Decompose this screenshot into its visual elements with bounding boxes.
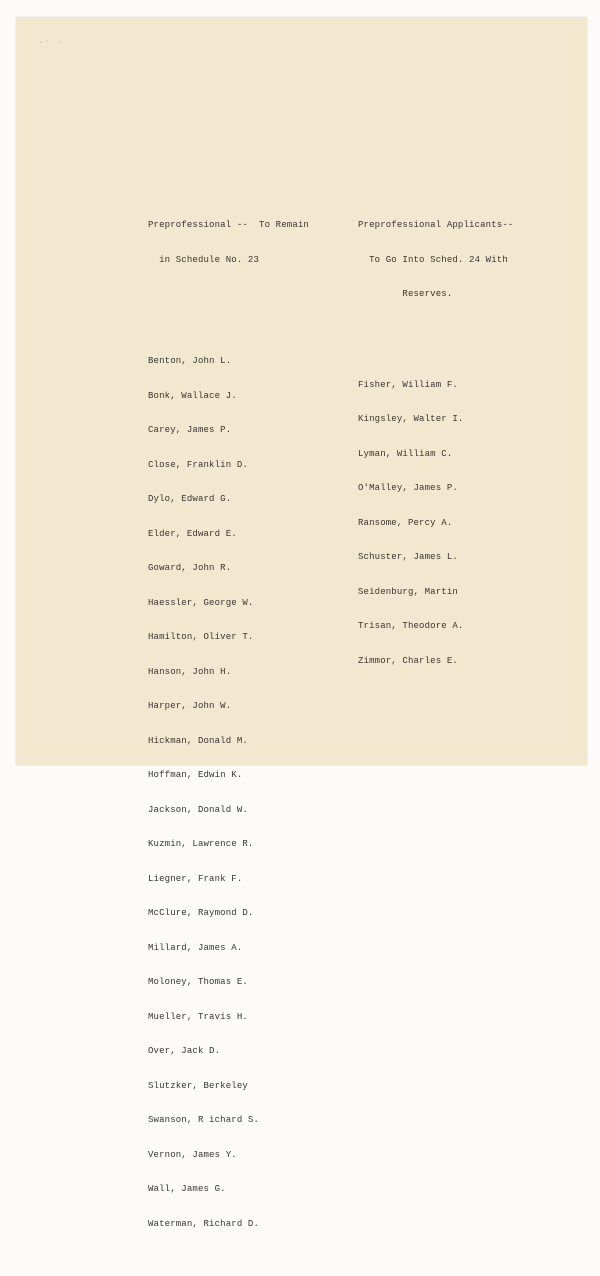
list-item: Wall, James G.: [148, 1184, 226, 1194]
ink-smudge: [38, 39, 68, 45]
list-item: Over, Jack D.: [148, 1046, 221, 1056]
list-item: Seidenburg, Martin: [358, 586, 458, 597]
list-item: Kuzmin, Lawrence R.: [148, 839, 254, 849]
list-item: Jackson, Donald W.: [148, 804, 248, 815]
list-item: Mueller, Travis H.: [148, 1011, 248, 1022]
right-column-heading: [358, 197, 513, 324]
left-column: [148, 174, 309, 1276]
list-item: Goward, John R.: [148, 563, 232, 573]
list-item: Moloney, Thomas E.: [148, 977, 248, 987]
list-item: Close, Franklin D.: [148, 459, 248, 470]
right-heading-line-2: To Go Into Sched. 24 With: [358, 254, 508, 265]
list-item: Benton, John L.: [148, 356, 232, 366]
list-item: Elder, Edward E.: [148, 528, 237, 539]
left-column-heading: [148, 197, 309, 289]
list-item: Trisan, Theodore A.: [358, 621, 464, 631]
list-item: Vernon, James Y.: [148, 1149, 237, 1160]
list-item: Hanson, John H.: [148, 666, 232, 677]
list-item: Slutzker, Berkeley: [148, 1080, 248, 1091]
list-item: Millard, James A.: [148, 942, 243, 953]
list-item: O'Malley, James P.: [358, 483, 458, 493]
right-column: [358, 174, 513, 713]
left-heading-line-1: Preprofessional -- To Remain: [148, 220, 309, 230]
list-item: Fisher, William F.: [358, 379, 458, 390]
left-name-list: [148, 333, 309, 1253]
list-item: Swanson, R ichard S.: [148, 1115, 260, 1125]
list-item: Schuster, James L.: [358, 552, 458, 562]
list-item: Harper, John W.: [148, 701, 232, 711]
right-heading-line-1: Preprofessional Applicants--: [358, 220, 514, 230]
list-item: Carey, James P.: [148, 425, 232, 435]
list-item: Lyman, William C.: [358, 448, 453, 459]
document-page: [16, 17, 587, 1229]
list-item: Haessler, George W.: [148, 597, 254, 608]
right-name-list: [358, 357, 513, 691]
list-item: McClure, Raymond D.: [148, 908, 254, 918]
list-item: Ransome, Percy A.: [358, 517, 453, 528]
list-item: Waterman, Richard D.: [148, 1218, 260, 1229]
list-item: Zimmor, Charles E.: [358, 655, 458, 666]
list-item: Kingsley, Walter I.: [358, 414, 464, 424]
left-heading-line-2: in Schedule No. 23: [148, 254, 260, 265]
list-item: Dylo, Edward G.: [148, 494, 232, 504]
right-heading-line-3: Reserves.: [358, 289, 453, 299]
list-item: Bonk, Wallace J.: [148, 390, 237, 401]
list-item: Liegner, Frank F.: [148, 873, 243, 884]
list-item: Hamilton, Oliver T.: [148, 632, 254, 642]
list-item: Hoffman, Edwin K.: [148, 770, 243, 780]
list-item: Hickman, Donald M.: [148, 735, 248, 746]
